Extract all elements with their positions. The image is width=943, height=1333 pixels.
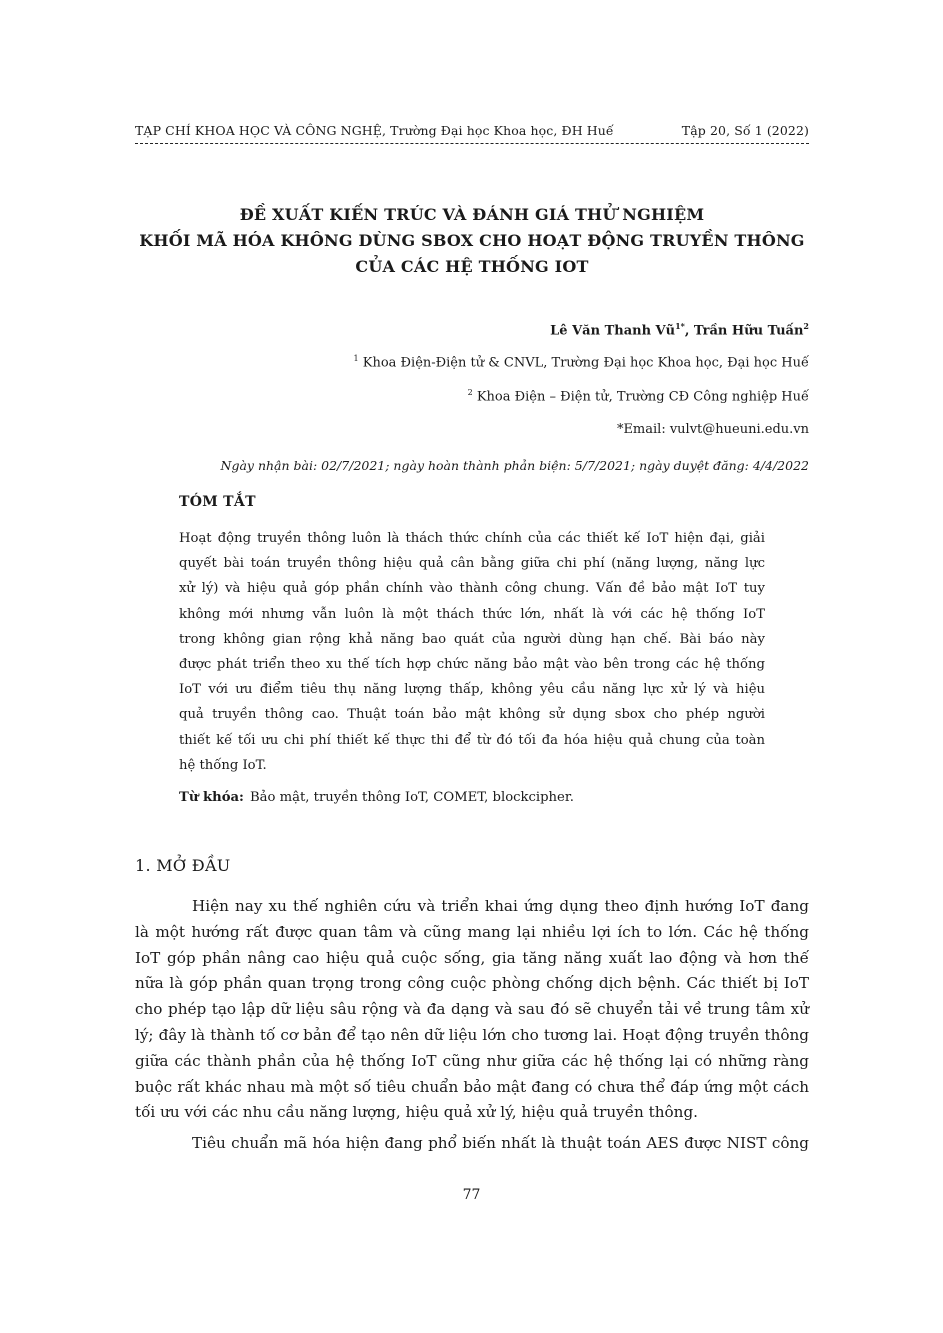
- body-line: tối ưu với các nhu cầu năng lượng, hiệu quả xử lý, hiệu quả truyền thông.: [135, 1103, 699, 1122]
- author-mark: 2: [803, 321, 809, 331]
- page-number: 77: [462, 1187, 481, 1203]
- title-line: CỦA CÁC HỆ THỐNG IOT: [355, 257, 589, 276]
- abstract-body: [179, 526, 765, 778]
- keywords-text: Bảo mật, truyền thông IoT, COMET, blockcipher.: [249, 790, 574, 805]
- body-line: Tiêu chuẩn mã hóa hiện đang phổ biến nhất là thuật toán AES được NIST công: [192, 1134, 809, 1153]
- abstract-line: Hoạt động truyền thông luôn là thách thức chính của các thiết kế IoT hiện đại, giải: [179, 531, 765, 546]
- abstract-line: không mới nhưng vẫn luôn là một thách thức lớn, nhất là với các hệ thống IoT: [179, 606, 765, 622]
- abstract-line: được phát triển theo xu thế tích hợp chức năng bảo mật vào bên trong các hệ thống: [179, 657, 765, 673]
- abstract-line: quyết bài toán truyền thông hiệu quả cân bằng giữa chi phí (năng lượng, năng lực: [179, 556, 765, 572]
- abstract-line: xử lý) và hiệu quả góp phần chính vào thành công chung. Vấn đề bảo mật IoT tuy: [179, 581, 765, 597]
- author-separator: ,: [684, 323, 694, 339]
- submission-dates: Ngày nhận bài: 02/7/2021; ngày hoàn thành phản biện: 5/7/2021; ngày duyệt đăng: 4/4/2022: [220, 458, 809, 473]
- body-line: là một hướng rất được quan tâm và cũng mang lại nhiều lợi ích to lớn. Các hệ thống: [135, 922, 809, 941]
- affiliation-2: [468, 388, 809, 404]
- abstract-line: thiết kế tối ưu chi phí thiết kế thực thi để từ đó tối đa hóa hiệu quả chung của toàn: [179, 732, 765, 748]
- body-line: giữa các thành phần của hệ thống IoT cũng như giữa các hệ thống lại có những ràng: [135, 1051, 809, 1070]
- affiliation-text: Khoa Điện-Điện tử & CNVL, Trường Đại học Khoa học, Đại học Huế: [362, 355, 809, 371]
- volume-issue: Tập 20, Số 1 (2022): [681, 123, 809, 138]
- body-line: buộc rất khác nhau mà một số tiêu chuẩn bảo mật đang có chưa thể đáp ứng một cách: [135, 1077, 809, 1096]
- keywords: [179, 790, 574, 805]
- paper-title: [135, 202, 809, 280]
- abstract-heading: TÓM TẮT: [179, 494, 256, 510]
- abstract-line: IoT với ưu điểm tiêu thụ năng lượng thấp, không yêu cầu năng lực xử lý và hiệu: [179, 682, 765, 698]
- author-mark: 1*: [675, 321, 685, 331]
- affiliation-mark: 2: [467, 388, 473, 397]
- body-line: nữa là góp phần quan trọng trong công cuộc phòng chống dịch bệnh. Các thiết bị IoT: [135, 974, 809, 993]
- title-line: KHỐI MÃ HÓA KHÔNG DÙNG SBOX CHO HOẠT ĐỘNG TRUYỀN THÔNG: [139, 231, 805, 250]
- affiliation-1: [354, 354, 809, 370]
- body-line: cho phép tạo lập dữ liệu sâu rộng và đa dạng và sau đó sẽ chuyển tải về trung tâm xử: [135, 1000, 809, 1019]
- section-body: [135, 894, 809, 1157]
- body-line: IoT góp phần nâng cao hiệu quả cuộc sống, gia tăng năng xuất lao động và hơn thế: [135, 948, 809, 967]
- body-line: Hiện nay xu thế nghiên cứu và triển khai ứng dụng theo định hướng IoT đang: [192, 897, 809, 915]
- header-rule: [135, 143, 809, 144]
- corresponding-email: *Email: vulvt@hueuni.edu.vn: [616, 422, 809, 437]
- abstract-line: hệ thống IoT.: [179, 757, 267, 773]
- abstract-line: trong không gian rộng khả năng bao quát của người dùng hạn chế. Bài báo này: [179, 631, 765, 647]
- abstract-line: quả truyền thông cao. Thuật toán bảo mật không sử dụng sbox cho phép người: [179, 707, 765, 723]
- journal-name: TẠP CHÍ KHOA HỌC VÀ CÔNG NGHỆ, Trường Đại học Khoa học, ĐH Huế: [135, 123, 614, 138]
- section-heading: 1. MỞ ĐẦU: [135, 856, 231, 875]
- author-name: Lê Văn Thanh Vũ: [550, 323, 676, 339]
- affiliation-mark: 1: [353, 354, 359, 363]
- author-name: Trần Hữu Tuấn: [693, 323, 804, 339]
- title-line: ĐỀ XUẤT KIẾN TRÚC VÀ ĐÁNH GIÁ THỬ NGHIỆM: [239, 205, 705, 224]
- keywords-label: Từ khóa:: [179, 790, 244, 805]
- body-line: lý; đây là thành tố cơ bản để tạo nên dữ liệu lớn cho tương lai. Hoạt động truyền thông: [135, 1025, 809, 1044]
- author-list: [550, 321, 809, 338]
- running-header: [135, 123, 809, 138]
- affiliation-text: Khoa Điện – Điện tử, Trường CĐ Công nghiệp Huế: [476, 389, 809, 405]
